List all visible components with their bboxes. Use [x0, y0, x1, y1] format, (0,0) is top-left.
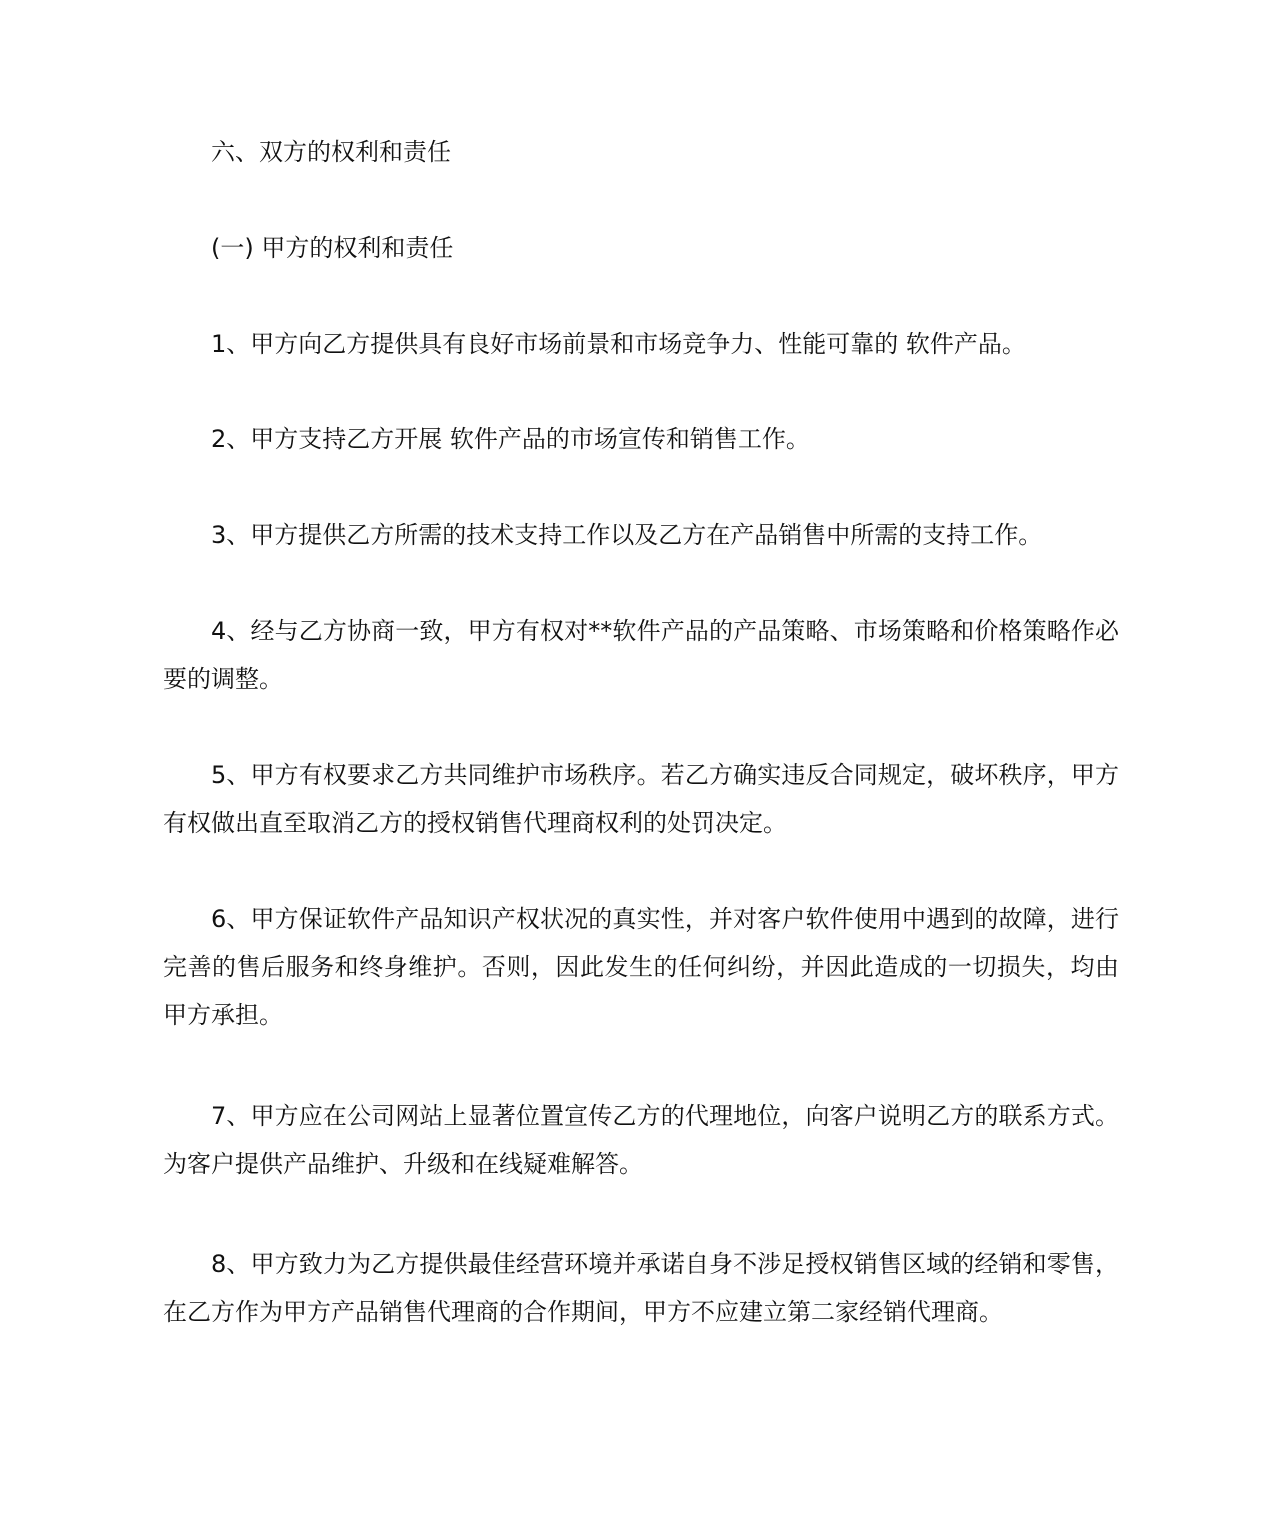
subsection-title: (一) 甲方的权利和责任 [211, 234, 454, 262]
clause-5: 5、甲方有权要求乙方共同维护市场秩序。若乙方确实违反合同规定，破坏秩序，甲方有权做出直至取消乙方的授权销售代理商权利的处罚决定。 [163, 761, 1119, 837]
clause-8: 8、甲方致力为乙方提供最佳经营环境并承诺自身不涉足授权销售区域的经销和零售，在乙方作为甲方产品销售代理商的合作期间，甲方不应建立第二家经销代理商。 [163, 1250, 1119, 1326]
clause-4: 4、经与乙方协商一致，甲方有权对**软件产品的产品策略、市场策略和价格策略作必要的调整。 [163, 617, 1119, 693]
clause-2: 2、甲方支持乙方开展 软件产品的市场宣传和销售工作。 [211, 425, 810, 453]
clause-6: 6、甲方保证软件产品知识产权状况的真实性，并对客户软件使用中遇到的故障，进行完善的售后服务和终身维护。否则，因此发生的任何纠纷，并因此造成的一切损失，均由甲方承担。 [163, 905, 1119, 1029]
clause-7: 7、甲方应在公司网站上显著位置宣传乙方的代理地位，向客户说明乙方的联系方式。为客户提供产品维护、升级和在线疑难解答。 [163, 1102, 1119, 1178]
clause-1: 1、甲方向乙方提供具有良好市场前景和市场竞争力、性能可靠的 软件产品。 [211, 330, 1026, 358]
section-title: 六、双方的权利和责任 [211, 138, 451, 166]
clause-3: 3、甲方提供乙方所需的技术支持工作以及乙方在产品销售中所需的支持工作。 [211, 521, 1043, 549]
